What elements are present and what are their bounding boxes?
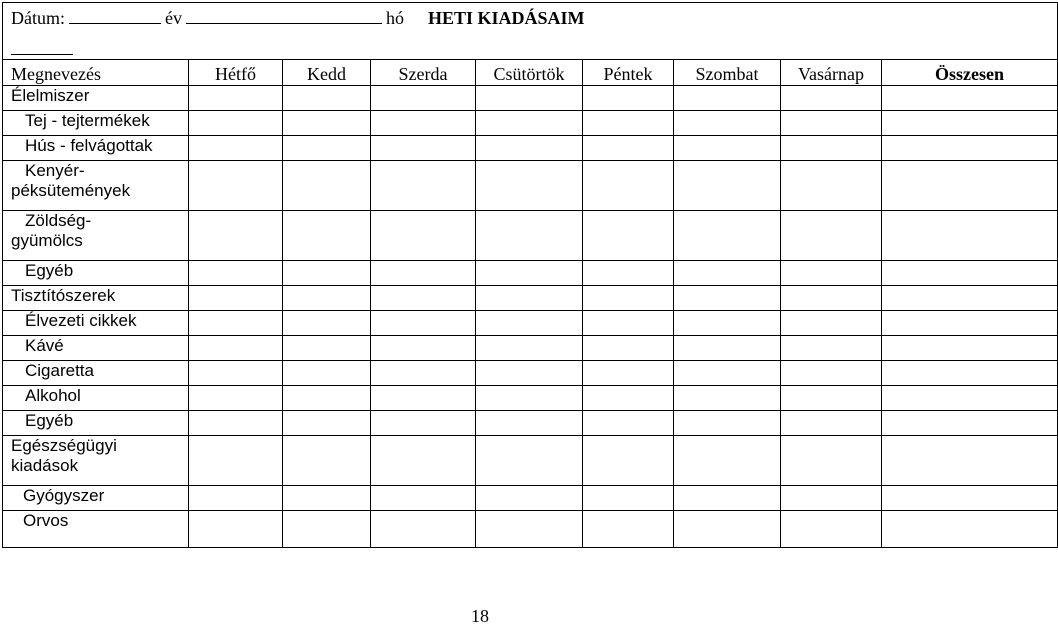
month-blank[interactable]: [186, 5, 382, 24]
cell[interactable]: [476, 161, 583, 211]
cell[interactable]: [781, 286, 882, 311]
cell[interactable]: [371, 311, 476, 336]
cell[interactable]: [674, 86, 781, 111]
cell[interactable]: [583, 261, 674, 286]
row-label-zoldseg-line1: Zöldség-: [25, 211, 92, 230]
row-label-kenyer: [3, 161, 189, 211]
row-label-gyogyszer: Gyógyszer: [3, 486, 189, 511]
table-row: [3, 486, 1058, 511]
cell[interactable]: [476, 486, 583, 511]
month-label: hó: [386, 8, 404, 28]
cell[interactable]: [583, 511, 674, 548]
row-label-elelmiszer: Élelmiszer: [3, 86, 189, 111]
row-label-zoldseg: [3, 211, 189, 261]
cell[interactable]: [882, 486, 1058, 511]
row-label-tisztito: Tisztítószerek: [3, 286, 189, 311]
row-label-hus: Hús - felvágottak: [3, 136, 189, 161]
cell[interactable]: [476, 311, 583, 336]
row-label-tej: Tej - tejtermékek: [3, 111, 189, 136]
weekly-expenses-table: [2, 2, 1058, 548]
table-row: [3, 511, 1058, 548]
cell[interactable]: [674, 411, 781, 436]
cell[interactable]: [283, 386, 371, 411]
cell[interactable]: [371, 336, 476, 361]
cell[interactable]: [674, 511, 781, 548]
cell[interactable]: [781, 311, 882, 336]
cell[interactable]: [674, 436, 781, 486]
col-pentek: Péntek: [583, 60, 674, 86]
cell[interactable]: [283, 511, 371, 548]
cell[interactable]: [882, 336, 1058, 361]
cell[interactable]: [781, 211, 882, 261]
cell[interactable]: [781, 86, 882, 111]
year-label: év: [165, 8, 182, 28]
cell[interactable]: [674, 311, 781, 336]
cell[interactable]: [371, 286, 476, 311]
cell[interactable]: [371, 511, 476, 548]
col-vasarnap: Vasárnap: [781, 60, 882, 86]
cell[interactable]: [583, 386, 674, 411]
cell[interactable]: [283, 336, 371, 361]
cell[interactable]: [882, 261, 1058, 286]
row-label-cigaretta: Cigaretta: [3, 361, 189, 386]
cell[interactable]: [674, 136, 781, 161]
cell[interactable]: [371, 386, 476, 411]
table-row: [3, 386, 1058, 411]
cell[interactable]: [283, 136, 371, 161]
cell[interactable]: [674, 336, 781, 361]
date-label: Dátum:: [11, 8, 65, 28]
cell[interactable]: [882, 211, 1058, 261]
cell[interactable]: [189, 286, 283, 311]
cell[interactable]: [476, 286, 583, 311]
cell[interactable]: [189, 336, 283, 361]
col-megnevezes: Megnevezés: [3, 60, 189, 86]
col-hetfo: Hétfő: [189, 60, 283, 86]
cell[interactable]: [189, 161, 283, 211]
cell[interactable]: [371, 261, 476, 286]
cell[interactable]: [583, 211, 674, 261]
cell[interactable]: [583, 111, 674, 136]
cell[interactable]: [674, 211, 781, 261]
table-row: [3, 411, 1058, 436]
col-osszesen: Összesen: [882, 60, 1058, 86]
cell[interactable]: [189, 486, 283, 511]
year-blank[interactable]: [69, 5, 161, 24]
cell[interactable]: [882, 136, 1058, 161]
table-row: [3, 311, 1058, 336]
cell[interactable]: [371, 86, 476, 111]
cell[interactable]: [476, 336, 583, 361]
cell[interactable]: [674, 286, 781, 311]
table-row: [3, 286, 1058, 311]
cell[interactable]: [189, 311, 283, 336]
row-label-egeszseg: [3, 436, 189, 486]
cell[interactable]: [781, 111, 882, 136]
cell[interactable]: [371, 361, 476, 386]
cell[interactable]: [781, 386, 882, 411]
column-header-row: [3, 60, 1058, 86]
row-label-egyeb-1: Egyéb: [3, 261, 189, 286]
cell[interactable]: [583, 411, 674, 436]
cell[interactable]: [189, 261, 283, 286]
row-label-kave: Kávé: [3, 336, 189, 361]
cell[interactable]: [781, 161, 882, 211]
row-label-orvos: Orvos: [3, 511, 189, 548]
cell[interactable]: [674, 486, 781, 511]
cell[interactable]: [674, 386, 781, 411]
cell[interactable]: [882, 511, 1058, 548]
cell[interactable]: [371, 136, 476, 161]
cell[interactable]: [476, 386, 583, 411]
cell[interactable]: [781, 511, 882, 548]
cell[interactable]: [189, 211, 283, 261]
cell[interactable]: [283, 286, 371, 311]
table-row: [3, 361, 1058, 386]
cell[interactable]: [674, 361, 781, 386]
row-label-egeszseg-line1: Egészségügyi: [11, 436, 117, 455]
cell[interactable]: [371, 161, 476, 211]
col-szerda: Szerda: [371, 60, 476, 86]
cell[interactable]: [781, 361, 882, 386]
report-title: HETI KIADÁSAIM: [428, 8, 585, 28]
cell[interactable]: [781, 136, 882, 161]
header-date-row: [3, 3, 1058, 60]
cell[interactable]: [371, 111, 476, 136]
cell[interactable]: [882, 411, 1058, 436]
cell[interactable]: [583, 311, 674, 336]
cell[interactable]: [882, 436, 1058, 486]
row-label-egyeb-2: Egyéb: [3, 411, 189, 436]
table-row: [3, 86, 1058, 111]
cell[interactable]: [781, 261, 882, 286]
cell[interactable]: [189, 511, 283, 548]
cell[interactable]: [283, 111, 371, 136]
cell[interactable]: [476, 436, 583, 486]
cell[interactable]: [583, 136, 674, 161]
cell[interactable]: [189, 111, 283, 136]
cell[interactable]: [189, 86, 283, 111]
cell[interactable]: [476, 86, 583, 111]
cell[interactable]: [476, 111, 583, 136]
date-line: [3, 3, 1058, 60]
col-szombat: Szombat: [674, 60, 781, 86]
cell[interactable]: [283, 311, 371, 336]
cell[interactable]: [882, 386, 1058, 411]
cell[interactable]: [882, 361, 1058, 386]
page-number: 18: [471, 606, 489, 626]
day-blank[interactable]: [11, 36, 73, 55]
table-row: [3, 161, 1058, 211]
cell[interactable]: [674, 161, 781, 211]
cell[interactable]: [371, 486, 476, 511]
cell[interactable]: [283, 411, 371, 436]
cell[interactable]: [476, 261, 583, 286]
cell[interactable]: [189, 436, 283, 486]
cell[interactable]: [882, 111, 1058, 136]
table-row: [3, 336, 1058, 361]
cell[interactable]: [882, 86, 1058, 111]
cell[interactable]: [583, 436, 674, 486]
cell[interactable]: [583, 286, 674, 311]
cell[interactable]: [476, 136, 583, 161]
table-row: [3, 211, 1058, 261]
table-row: [3, 261, 1058, 286]
cell[interactable]: [283, 486, 371, 511]
cell[interactable]: [674, 111, 781, 136]
cell[interactable]: [476, 361, 583, 386]
cell[interactable]: [882, 286, 1058, 311]
cell[interactable]: [882, 161, 1058, 211]
cell[interactable]: [283, 211, 371, 261]
cell[interactable]: [283, 261, 371, 286]
cell[interactable]: [283, 161, 371, 211]
cell[interactable]: [283, 86, 371, 111]
cell[interactable]: [476, 411, 583, 436]
cell[interactable]: [583, 336, 674, 361]
cell[interactable]: [283, 436, 371, 486]
row-label-alkohol: Alkohol: [3, 386, 189, 411]
cell[interactable]: [882, 311, 1058, 336]
row-label-egeszseg-line2: kiadások: [11, 456, 79, 475]
cell[interactable]: [674, 261, 781, 286]
row-label-zoldseg-line2: gyümölcs: [11, 231, 83, 250]
cell[interactable]: [371, 436, 476, 486]
cell[interactable]: [583, 86, 674, 111]
cell[interactable]: [781, 436, 882, 486]
col-kedd: Kedd: [283, 60, 371, 86]
cell[interactable]: [189, 411, 283, 436]
cell[interactable]: [189, 361, 283, 386]
cell[interactable]: [781, 411, 882, 436]
cell[interactable]: [583, 361, 674, 386]
cell[interactable]: [476, 211, 583, 261]
table-row: [3, 436, 1058, 486]
cell[interactable]: [283, 361, 371, 386]
col-csutortok: Csütörtök: [476, 60, 583, 86]
cell[interactable]: [781, 486, 882, 511]
cell[interactable]: [583, 161, 674, 211]
cell[interactable]: [371, 211, 476, 261]
cell[interactable]: [371, 411, 476, 436]
cell[interactable]: [476, 511, 583, 548]
table-row: [3, 111, 1058, 136]
table-row: [3, 136, 1058, 161]
cell[interactable]: [781, 336, 882, 361]
row-label-elvezeti: Élvezeti cikkek: [3, 311, 189, 336]
cell[interactable]: [583, 486, 674, 511]
row-label-kenyer-line1: Kenyér-: [25, 161, 85, 180]
cell[interactable]: [189, 136, 283, 161]
row-label-kenyer-line2: péksütemények: [11, 181, 131, 200]
cell[interactable]: [189, 386, 283, 411]
